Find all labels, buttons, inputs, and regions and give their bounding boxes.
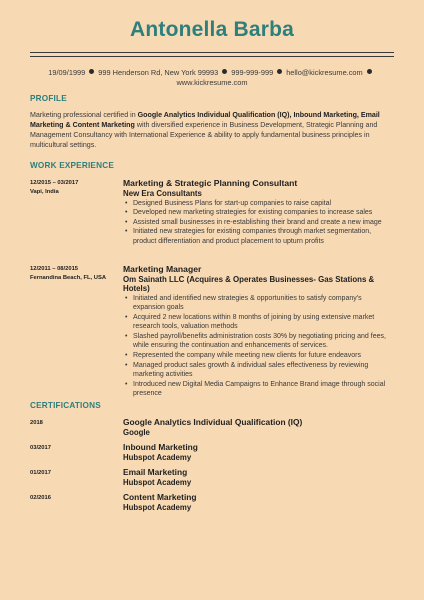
certification-body — [123, 493, 393, 512]
bullet-dot: • — [125, 294, 128, 302]
certification-issuer: Hubspot Academy — [123, 477, 192, 487]
job-location: Fernandina Beach, FL, USA — [30, 275, 107, 281]
profile-text-segment: with diversified experience in Business Development, Strategic Planning and Management Consultancy with International Experience & ability to apply fundamental business principles in multicultural settings. — [30, 121, 378, 149]
profile-summary — [30, 110, 392, 150]
certification-title: Content Marketing — [123, 492, 197, 502]
certification-issuer: Hubspot Academy — [123, 502, 192, 512]
certification-date: 01/2017 — [30, 470, 51, 476]
bullet-text: Initiated and identified new strategies & opportunities to satisfy company's expansion goals — [133, 294, 362, 312]
certification-title: Email Marketing — [123, 467, 188, 477]
bullet-item — [125, 199, 393, 209]
bullet-dot: • — [125, 209, 128, 217]
bullet-text: Acquired 2 new locations within 8 months of joining by using extensive market research tools, valuation methods — [133, 313, 375, 331]
job-title: Marketing Manager — [123, 264, 202, 274]
separator-dot — [222, 69, 227, 74]
bullet-text: Slashed payroll/benefits administration costs 30% by negotiating pricing and fees, while ensuring the continuation and enhancements of services. — [133, 332, 386, 350]
bullet-text: Assisted small businesses in re-establishing their brand and create a new image — [133, 218, 382, 226]
phone: 999-999-999 — [231, 68, 274, 77]
certification-title: Google Analytics Individual Qualification (IQ) — [123, 417, 303, 427]
certification-body — [123, 468, 393, 487]
separator-dot — [277, 69, 282, 74]
bullet-text: Managed product sales growth & individual sales effectiveness by reviewing marketing activities — [133, 361, 369, 379]
profile-certifications-highlight: Google Analytics Individual Qualification (IQ), Inbound Marketing, Email Marketing & Content Marketing — [30, 111, 380, 129]
bullet-dot: • — [125, 332, 128, 340]
job-title: Marketing & Strategic Planning Consultant — [123, 178, 298, 188]
address: 999 Henderson Rd, New York 99993 — [98, 68, 219, 77]
certification-body — [123, 418, 393, 437]
bullet-dot: • — [125, 228, 128, 236]
job-body — [123, 179, 393, 246]
bullet-item — [125, 294, 393, 313]
job-bullets — [123, 294, 393, 400]
certification-issuer: Google — [123, 427, 150, 437]
job-location: Vapi, India — [30, 189, 59, 195]
certification-body — [123, 443, 393, 462]
certification-title: Inbound Marketing — [123, 442, 198, 452]
job-bullets — [123, 199, 393, 247]
bullet-item — [125, 380, 393, 399]
work-experience-heading: WORK EXPERIENCE — [30, 161, 114, 170]
certification-date: 02/2016 — [30, 495, 51, 501]
website-link[interactable]: www.kickresume.com — [176, 78, 248, 87]
candidate-name: Antonella Barba — [129, 18, 295, 41]
header-rule-top — [30, 52, 394, 53]
profile-text-segment: Marketing professional certified in — [30, 111, 138, 119]
contact-line — [30, 68, 394, 88]
bullet-item — [125, 218, 393, 228]
bullet-text: Introduced new Digital Media Campaigns to Enhance Brand image through social presence — [133, 380, 386, 398]
bullet-dot: • — [125, 218, 128, 226]
header-rule-bottom — [30, 56, 394, 57]
bullet-item — [125, 313, 393, 332]
job-body — [123, 265, 393, 399]
bullet-item — [125, 208, 393, 218]
bullet-item — [125, 361, 393, 380]
certification-issuer: Hubspot Academy — [123, 452, 192, 462]
bullet-item — [125, 332, 393, 351]
separator-dot — [367, 69, 372, 74]
bullet-dot: • — [125, 313, 128, 321]
job-company: Om Sainath LLC (Acquires & Operates Businesses- Gas Stations & Hotels) — [123, 274, 375, 293]
job-meta — [30, 265, 118, 282]
bullet-item — [125, 351, 393, 361]
certification-date: 2018 — [30, 420, 43, 426]
bullet-dot: • — [125, 199, 128, 207]
profile-heading: PROFILE — [30, 94, 67, 103]
bullet-text: Represented the company while meeting new clients for future endeavors — [133, 352, 362, 360]
job-dates: 12/2011 – 08/2015 — [30, 266, 79, 272]
bullet-dot: • — [125, 361, 128, 369]
bullet-item — [125, 227, 393, 246]
bullet-text: Initiated new strategies for existing companies through market segmentation, product differentiation and product placement to upturn profits — [133, 228, 372, 245]
bullet-dot: • — [125, 352, 128, 360]
job-company: New Era Consultants — [123, 188, 202, 198]
bullet-dot: • — [125, 380, 128, 388]
separator-dot — [89, 69, 94, 74]
bullet-text: Designed Business Plans for start-up companies to raise capital — [133, 199, 332, 207]
email-link[interactable]: hello@kickresume.com — [286, 68, 363, 77]
certification-date: 03/2017 — [30, 445, 51, 451]
bullet-text: Developed new marketing strategies for existing companies to increase sales — [133, 209, 373, 217]
certifications-heading: CERTIFICATIONS — [30, 401, 101, 410]
job-dates: 12/2015 – 03/2017 — [30, 180, 79, 186]
birthdate: 19/09/1999 — [48, 68, 86, 77]
job-meta — [30, 179, 118, 196]
